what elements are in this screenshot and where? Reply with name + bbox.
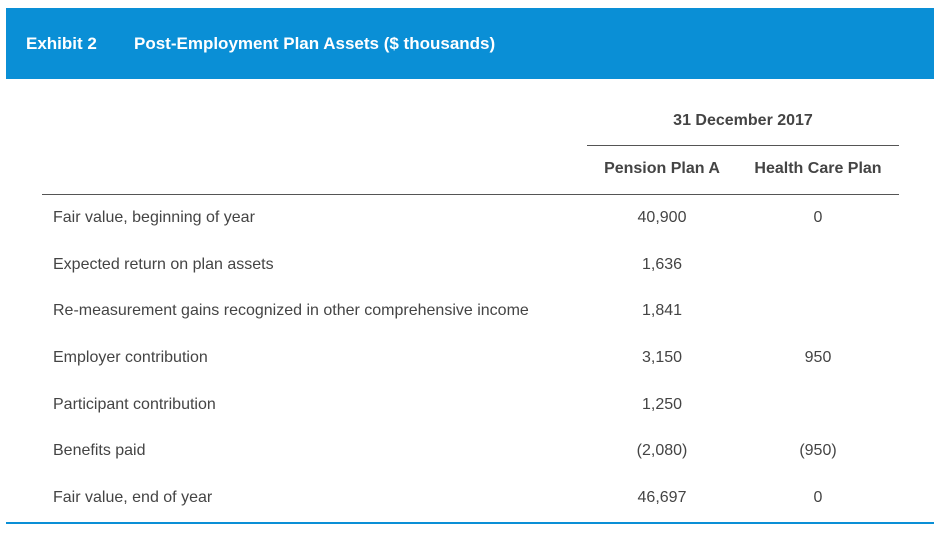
health-care-plan-value: 0 bbox=[813, 209, 823, 226]
table-row bbox=[0, 442, 939, 466]
row-label: Employer contribution bbox=[53, 349, 208, 366]
exhibit-header bbox=[6, 8, 934, 79]
pension-plan-a-value: 1,250 bbox=[641, 396, 683, 413]
table-row bbox=[0, 489, 939, 513]
row-label: Expected return on plan assets bbox=[53, 256, 274, 273]
exhibit-title: Post-Employment Plan Assets ($ thousands) bbox=[134, 33, 496, 53]
pension-plan-a-value: 1,841 bbox=[641, 302, 683, 319]
row-label: Participant contribution bbox=[53, 396, 216, 413]
table-bottom-rule bbox=[6, 522, 934, 524]
pension-plan-a-value: (2,080) bbox=[636, 442, 688, 459]
date-column-header: 31 December 2017 bbox=[673, 112, 813, 129]
pension-plan-a-value: 46,697 bbox=[637, 489, 687, 506]
row-label: Fair value, end of year bbox=[53, 489, 213, 506]
pension-plan-a-value: 40,900 bbox=[637, 209, 687, 226]
table-row bbox=[0, 209, 939, 233]
date-header-divider bbox=[587, 145, 899, 146]
table-row bbox=[0, 256, 939, 280]
health-care-plan-value: (950) bbox=[799, 442, 837, 459]
table-row bbox=[0, 349, 939, 373]
pension-plan-a-value: 1,636 bbox=[641, 256, 683, 273]
column-header-divider bbox=[42, 194, 899, 195]
row-label: Re-measurement gains recognized in other comprehensive income bbox=[53, 302, 529, 319]
column-header-health-care-plan: Health Care Plan bbox=[754, 160, 882, 177]
table-row bbox=[0, 396, 939, 420]
table-row bbox=[0, 302, 939, 326]
exhibit-label: Exhibit 2 bbox=[26, 33, 97, 53]
pension-plan-a-value: 3,150 bbox=[641, 349, 683, 366]
health-care-plan-value: 950 bbox=[804, 349, 832, 366]
row-label: Fair value, beginning of year bbox=[53, 209, 255, 226]
row-label: Benefits paid bbox=[53, 442, 146, 459]
column-header-pension-plan-a: Pension Plan A bbox=[604, 160, 720, 177]
health-care-plan-value: 0 bbox=[813, 489, 823, 506]
